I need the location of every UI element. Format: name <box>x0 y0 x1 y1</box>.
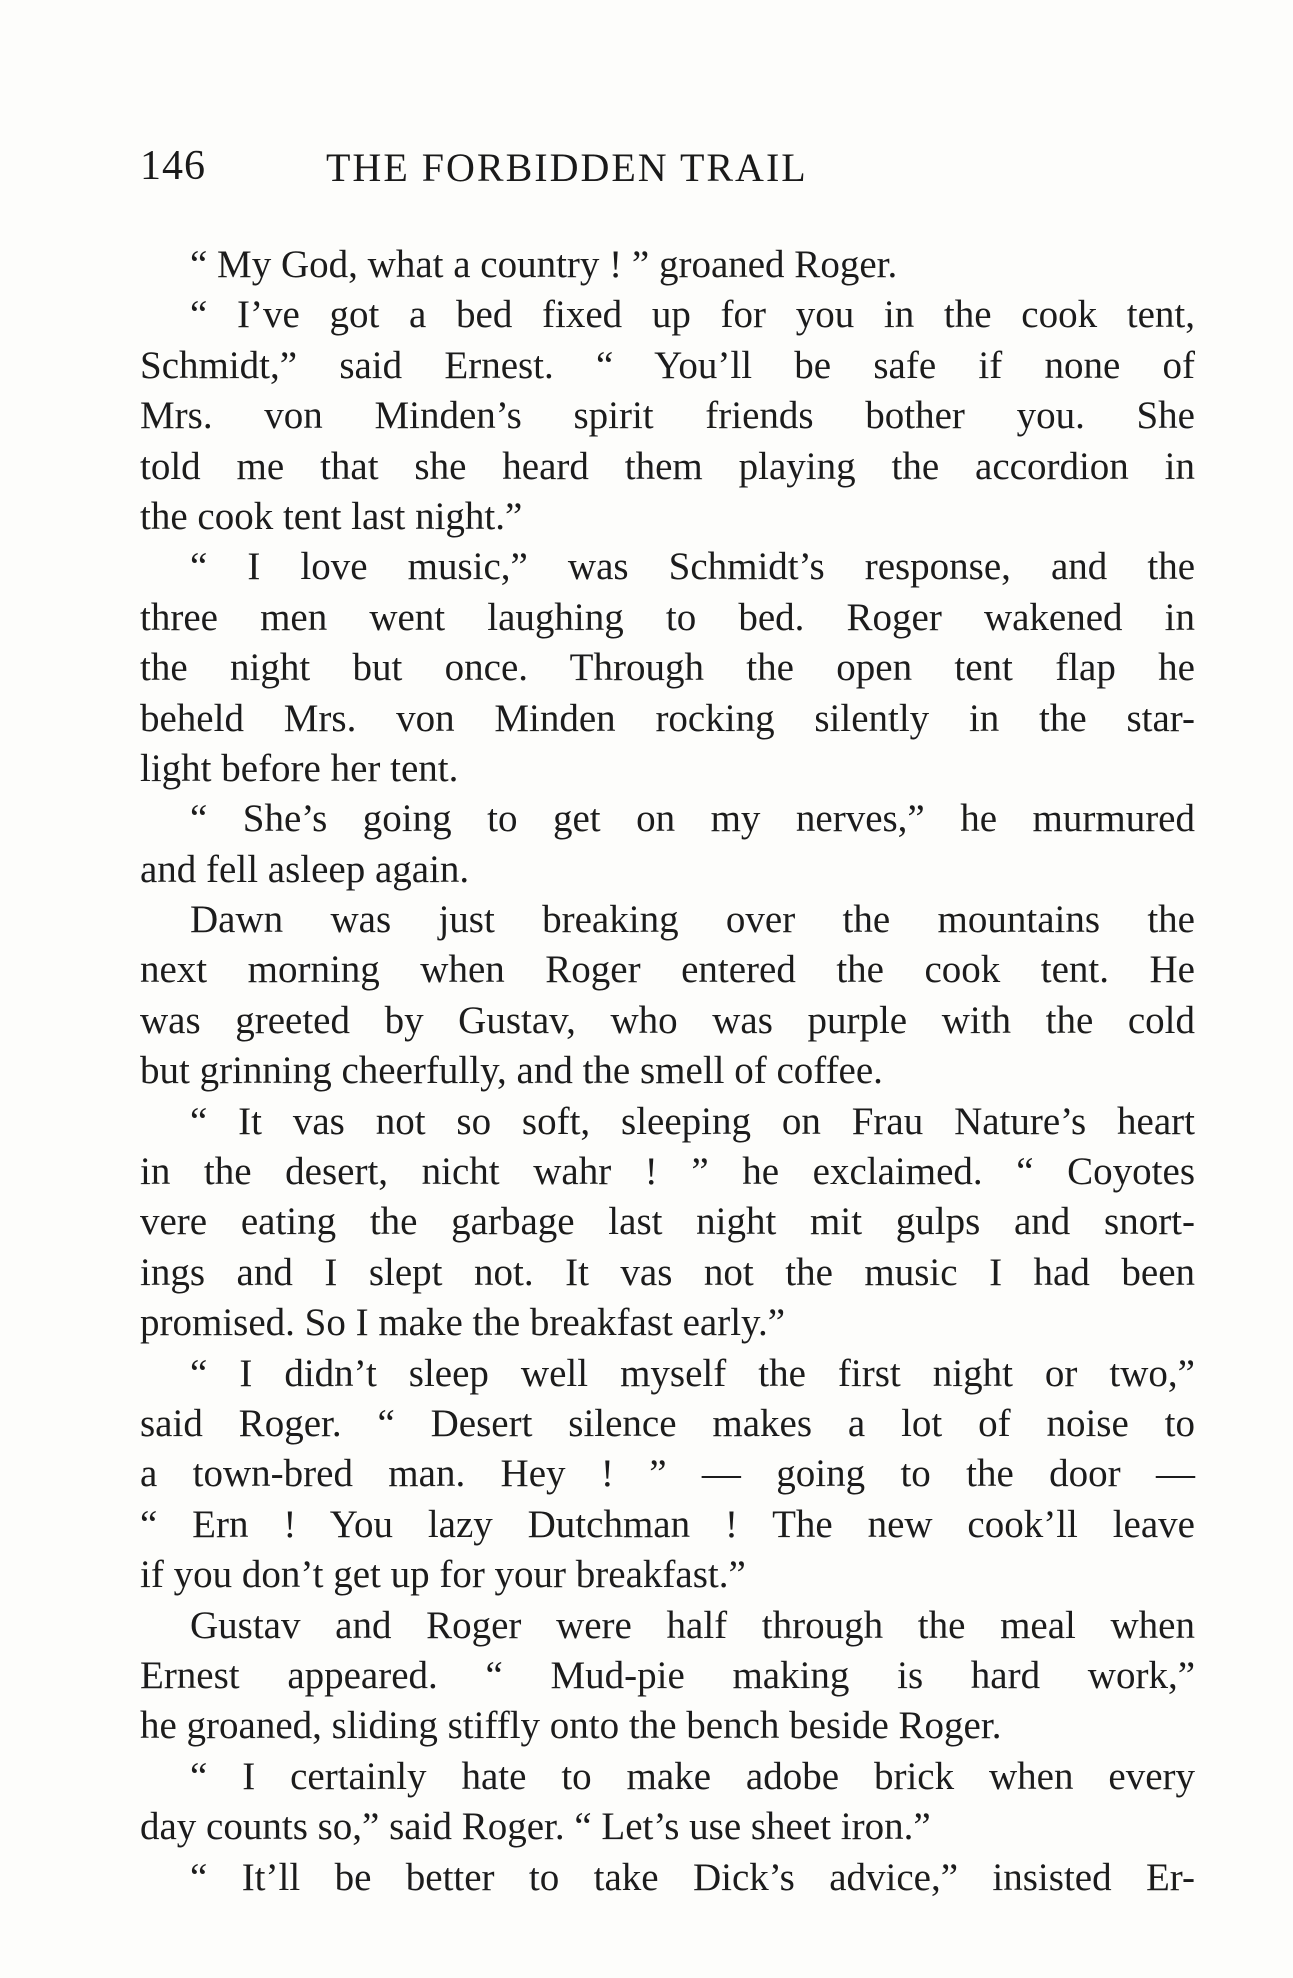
running-title: THE FORBIDDEN TRAIL <box>326 145 808 190</box>
text-line: if you don’t get up for your breakfast.” <box>140 1553 746 1597</box>
text-line: the night but once. Through the open tent flap he <box>140 646 1195 690</box>
text-line: and fell asleep again. <box>140 847 470 891</box>
text-line: Gustav and Roger were half through the meal when <box>190 1603 1195 1647</box>
text-line: promised. So I make the breakfast early.” <box>140 1301 786 1345</box>
text-line: the cook tent last night.” <box>140 494 523 538</box>
text-line: told me that she heard them playing the accordion in <box>140 444 1195 488</box>
page-header <box>140 142 980 202</box>
text-line: “ Ern ! You lazy Dutchman ! The new cook’ll leave <box>140 1502 1195 1546</box>
text-line: day counts so,” said Roger. “ Let’s use sheet iron.” <box>140 1805 931 1849</box>
text-line: Ernest appeared. “ Mud-pie making is hard work,” <box>140 1653 1195 1697</box>
text-line: “ I didn’t sleep well myself the first night or two,” <box>190 1351 1195 1395</box>
text-line: Dawn was just breaking over the mountains the <box>190 898 1195 942</box>
text-line: “ She’s going to get on my nerves,” he murmured <box>190 797 1195 841</box>
body-text <box>140 240 1195 1903</box>
text-line: vere eating the garbage last night mit gulps and snort- <box>140 1200 1195 1244</box>
text-line: three men went laughing to bed. Roger wakened in <box>140 595 1195 639</box>
text-line: “ I’ve got a bed fixed up for you in the cook tent, <box>190 293 1195 337</box>
text-line: “ It’ll be better to take Dick’s advice,” insisted Er- <box>190 1855 1195 1899</box>
text-line: “ My God, what a country ! ” groaned Roger. <box>190 243 898 286</box>
text-line: ings and I slept not. It vas not the music I had been <box>140 1250 1195 1294</box>
text-line: but grinning cheerfully, and the smell of coffee. <box>140 1049 883 1093</box>
text-line: light before her tent. <box>140 746 459 790</box>
text-line: a town-bred man. Hey ! ” — going to the door — <box>140 1452 1195 1496</box>
text-line: beheld Mrs. von Minden rocking silently in the star- <box>140 696 1195 740</box>
text-line: in the desert, nicht wahr ! ” he exclaimed. “ Coyotes <box>140 1150 1195 1194</box>
text-line: Mrs. von Minden’s spirit friends bother you. She <box>140 394 1195 438</box>
text-line: he groaned, sliding stiffly onto the bench beside Roger. <box>140 1704 1002 1748</box>
page-number: 146 <box>140 143 206 189</box>
text-line: was greeted by Gustav, who was purple with the cold <box>140 998 1195 1042</box>
text-line: next morning when Roger entered the cook tent. He <box>140 948 1195 992</box>
text-line: “ I certainly hate to make adobe brick when every <box>190 1754 1195 1798</box>
text-line: “ It vas not so soft, sleeping on Frau Nature’s heart <box>190 1099 1195 1143</box>
text-line: said Roger. “ Desert silence makes a lot of noise to <box>140 1401 1195 1445</box>
text-line: “ I love music,” was Schmidt’s response, and the <box>190 545 1195 589</box>
text-line: Schmidt,” said Ernest. “ You’ll be safe if none of <box>140 343 1195 387</box>
